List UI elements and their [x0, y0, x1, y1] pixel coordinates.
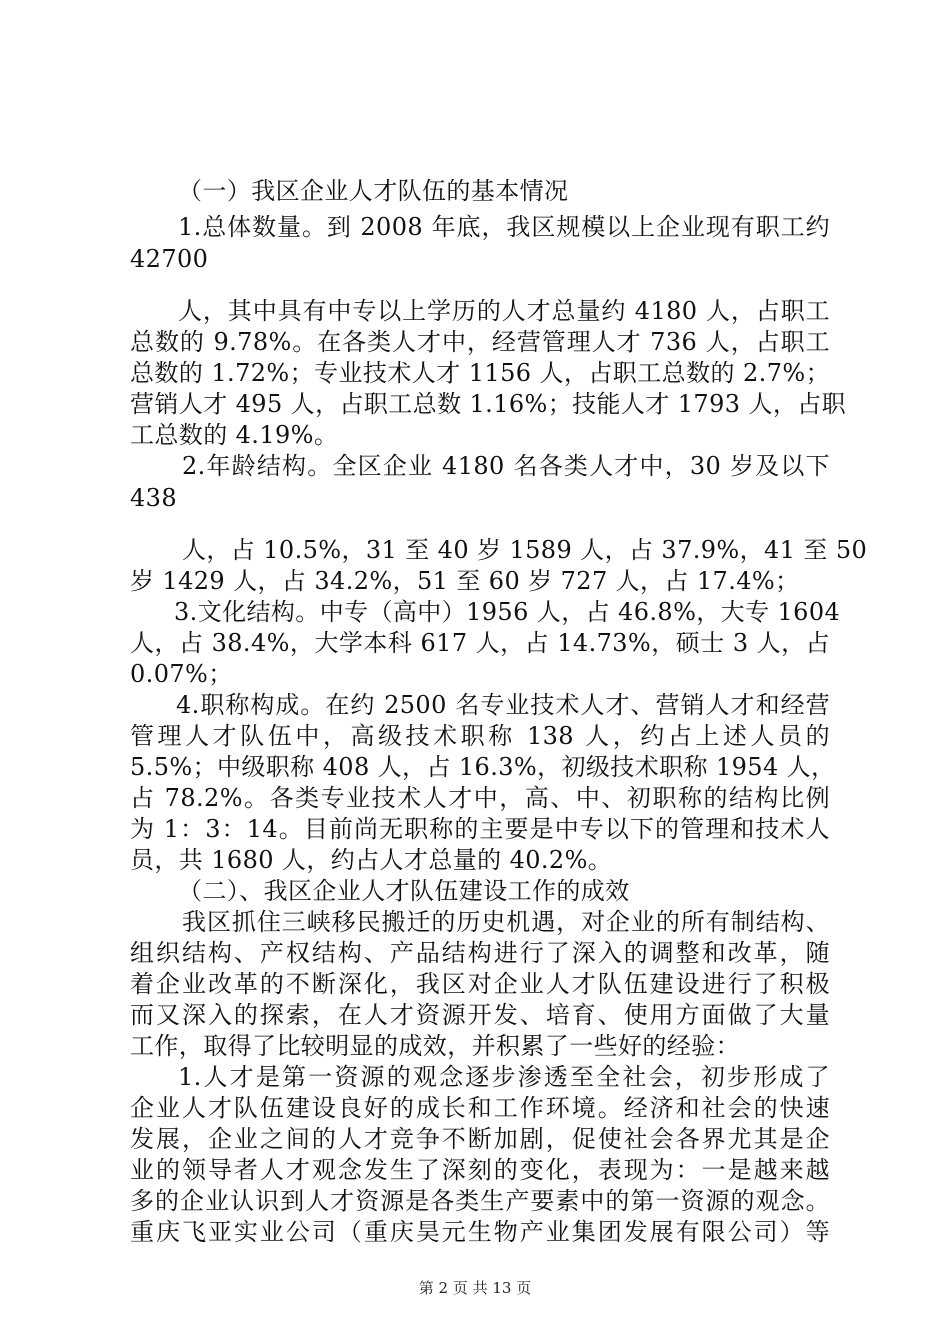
- paragraph-line: 人，占 38.4%，大学本科 617 人，占 14.73%，硕士 3 人，占: [130, 629, 830, 657]
- paragraph-line: 438: [130, 484, 178, 512]
- page-footer: 第 2 页 共 13 页: [418, 1279, 532, 1297]
- paragraph-line: 3.文化结构。中专（高中）1956 人，占 46.8%，大专 1604: [174, 598, 841, 626]
- paragraph-line: 组织结构、产权结构、产品结构进行了深入的调整和改革，随: [130, 939, 830, 967]
- paragraph-line: 而又深入的探索，在人才资源开发、培育、使用方面做了大量: [130, 1001, 830, 1029]
- paragraph-line: 总数的 1.72%；专业技术人才 1156 人，占职工总数的 2.7%；: [130, 359, 830, 387]
- paragraph-line: 1.总体数量。到 2008 年底，我区规模以上企业现有职工约: [178, 213, 830, 241]
- paragraph-line: 我区抓住三峡移民搬迁的历史机遇，对企业的所有制结构、: [182, 908, 830, 936]
- paragraph-line: 工作，取得了比较明显的成效，并积累了一些好的经验：: [130, 1032, 740, 1060]
- paragraph-line: 企业人才队伍建设良好的成长和工作环境。经济和社会的快速: [130, 1094, 830, 1122]
- paragraph-line: 0.07%；: [130, 660, 233, 688]
- paragraph-line: 重庆飞亚实业公司（重庆昊元生物产业集团发展有限公司）等: [130, 1218, 830, 1246]
- section-heading-1: （一）我区企业人才队伍的基本情况: [178, 177, 569, 205]
- paragraph-line: 业的领导者人才观念发生了深刻的变化，表现为：一是越来越: [130, 1156, 830, 1184]
- paragraph-line: 管理人才队伍中，高级技术职称 138 人，约占上述人员的: [130, 722, 830, 750]
- paragraph-line: 占 78.2%。各类专业技术人才中，高、中、初职称的结构比例: [130, 784, 830, 812]
- section-heading-2: （二）、我区企业人才队伍建设工作的成效: [178, 877, 630, 905]
- paragraph-line: 2.年龄结构。全区企业 4180 名各类人才中，30 岁及以下: [182, 452, 830, 480]
- paragraph-line: 发展，企业之间的人才竞争不断加剧，促使社会各界尤其是企: [130, 1125, 830, 1153]
- paragraph-line: 5.5%；中级职称 408 人，占 16.3%，初级技术职称 1954 人，: [130, 753, 836, 781]
- paragraph-line: 营销人才 495 人，占职工总数 1.16%；技能人才 1793 人，占职: [130, 390, 847, 418]
- paragraph-line: 1.人才是第一资源的观念逐步渗透至全社会，初步形成了: [178, 1063, 830, 1091]
- paragraph-line: 42700: [130, 245, 209, 273]
- paragraph-line: 员，共 1680 人，约占人才总量的 40.2%。: [130, 846, 613, 874]
- paragraph-line: 人，其中具有中专以上学历的人才总量约 4180 人，占职工: [178, 297, 830, 325]
- paragraph-line: 4.职称构成。在约 2500 名专业技术人才、营销人才和经营: [176, 691, 830, 719]
- paragraph-line: 多的企业认识到人才资源是各类生产要素中的第一资源的观念。: [130, 1187, 830, 1215]
- paragraph-line: 人，占 10.5%，31 至 40 岁 1589 人，占 37.9%，41 至 50: [182, 536, 868, 564]
- paragraph-line: 岁 1429 人，占 34.2%，51 至 60 岁 727 人，占 17.4%；: [130, 567, 800, 595]
- paragraph-line: 工总数的 4.19%。: [130, 421, 339, 449]
- paragraph-line: 总数的 9.78%。在各类人才中，经营管理人才 736 人，占职工: [130, 328, 830, 356]
- paragraph-line: 着企业改革的不断深化，我区对企业人才队伍建设进行了积极: [130, 970, 830, 998]
- paragraph-line: 为 1：3：14。目前尚无职称的主要是中专以下的管理和技术人: [130, 815, 830, 843]
